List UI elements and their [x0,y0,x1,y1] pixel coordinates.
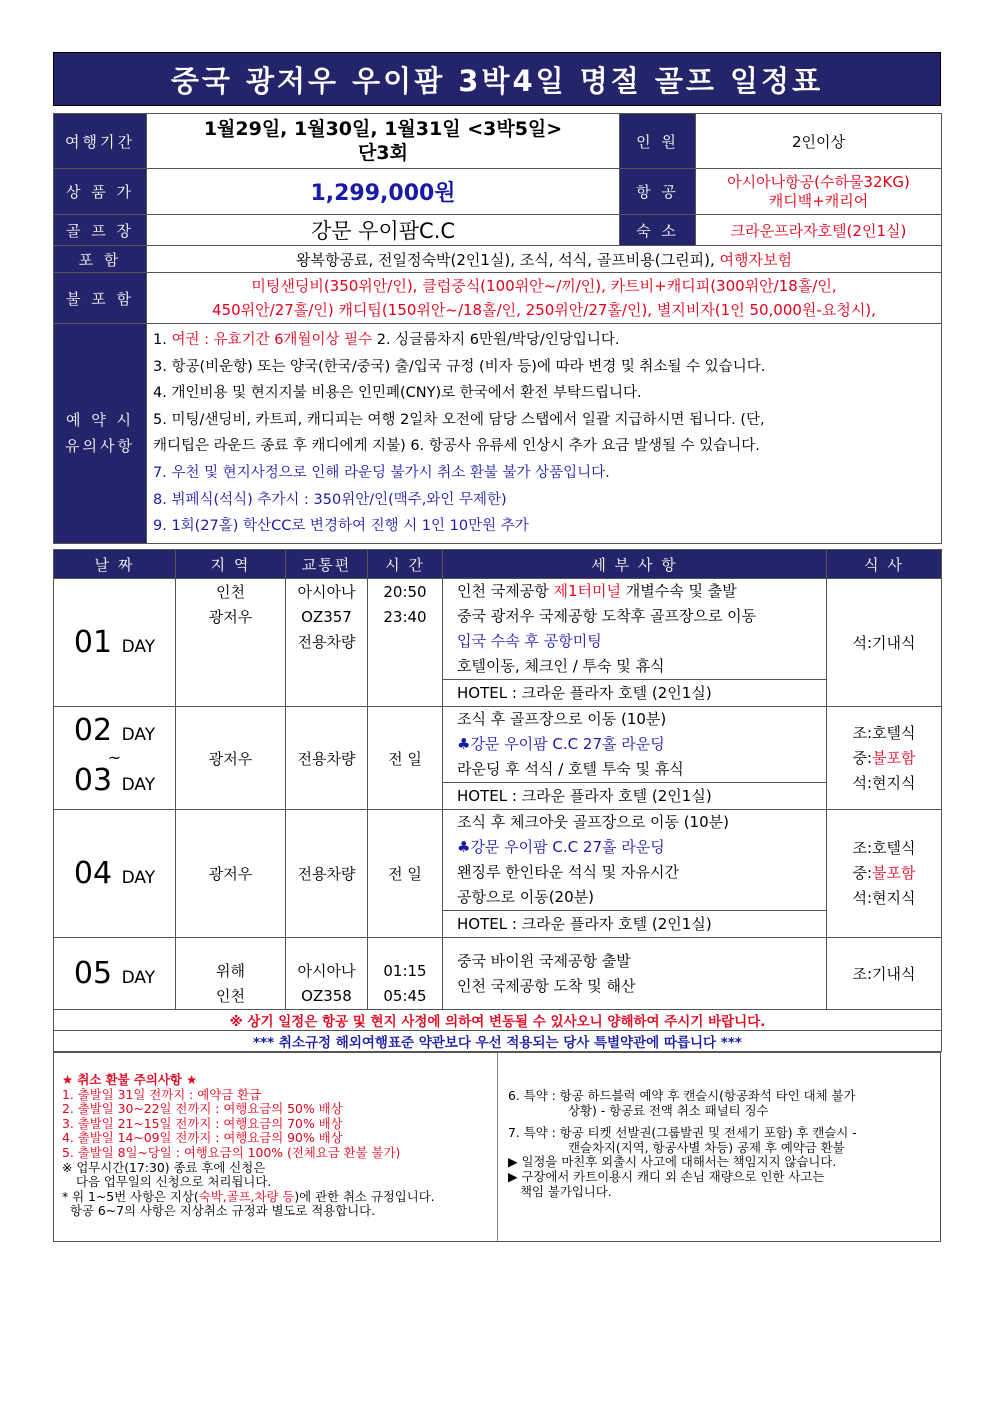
hotel-label: 숙 소 [620,215,696,246]
note-5b: 캐디팁은 라운드 종료 후 캐디에게 지불) 6. 항공사 유류세 인상시 추가 요금 발생될 수 있습니다. [153,438,760,455]
price-label: 상 품 가 [54,169,147,215]
business-hours-note-1: ※ 업무시간(17:30) 종료 후에 신청은 [62,1159,266,1175]
note-1-prefix: 1. [153,332,172,348]
include-value [147,246,942,273]
day-4-details [443,810,827,911]
exclude-line-1: 미팅샌딩비(350위안/인), 클럽중식(100위안~/끼/인), 카트비+캐디피(300위안/18홀/인, [251,277,837,295]
refund-term-1: 1. 출발일 31일 전까지 : 예약금 환급 [62,1086,262,1102]
day-1-time-1: 20:50 [383,583,427,601]
day-1-details [443,579,827,680]
day-2-lunch [827,746,941,771]
notes-label-line-2: 유의사항 [65,437,135,456]
notes-list [147,324,942,544]
cancellation-terms-box [53,1052,941,1242]
info-table [53,113,942,544]
note-9: 9. 1회(27홀) 학산CC로 변경하여 진행 시 1인 10만원 추가 [153,518,529,535]
page-title: 중국 광저우 우이팜 3박4일 명절 골프 일정표 [170,63,824,98]
refund-term-3: 3. 출발일 21~15일 전까지 : 여행요금의 70% 배상 [62,1115,343,1131]
note-1 [153,327,935,354]
special-term-6b: 상황) - 항공료 전액 취소 패널티 징수 [568,1102,769,1118]
day-1-transport-2: OZ357 [301,608,352,626]
period-count: 단3회 [358,142,408,164]
exclude-label: 불 포 함 [54,273,147,324]
airline-name: 아시아나항공(수하물32KG) [727,172,910,191]
period-dates: 1월29일, 1월30일, 1월31일 <3박5일> [203,118,563,140]
schedule-change-notice: ※ 상기 일정은 항공 및 현지 사정에 의하여 변동될 수 있사오니 양해하여 주시기 바랍니다. [54,1010,942,1031]
refund-term-4: 4. 출발일 14~09일 전까지 : 여행요금의 90% 배상 [62,1130,343,1146]
note-3: 3. 항공(비운항) 또는 양국(한국/중국) 출/입국 규정 (비자 등)에 따라 변경 및 취소될 수 있습니다. [153,358,766,375]
refund-terms-heading: ★ 취소 환불 주의사항 ★ [62,1072,198,1087]
ground-cancel-pre: * 위 1~5번 사항은 지상( [62,1188,199,1204]
special-term-6a: 6. 특약 : 항공 하드블럭 예약 후 캔슬시(항공좌석 타인 대체 불가 [508,1088,856,1103]
notes-label [54,324,147,544]
day-5-details [443,938,827,1010]
day-5-transport [286,938,368,1010]
day-1-region-2: 광저우 [208,608,253,626]
note-1-passport: 여권 : 유효기간 6개월이상 필수 [171,332,373,348]
day-2-word: DAY [121,725,156,745]
note-2-single: 2. 싱글룸차지 6만원/박당/인당입니다. [372,332,620,348]
day-5-region-2: 인천 [216,987,245,1005]
day-2-label [54,713,175,750]
day-2-meals [827,707,942,810]
day-2-region: 광저우 [176,707,286,810]
day-2-transport: 전용차량 [286,707,368,810]
col-details: 세 부 사 항 [443,550,827,579]
col-time: 시 간 [368,550,443,579]
note-7: 7. 우천 및 현지사정으로 인해 라운딩 불가시 취소 환불 불가 상품입니다. [153,464,610,481]
day-2-lunch-value: 불포함 [872,748,916,767]
day-1-detail-1 [457,579,812,604]
day-2-detail-3: 라운딩 후 석식 / 호텔 투숙 및 휴식 [457,760,684,778]
day-2-details [443,707,827,783]
period-label: 여행기간 [54,114,147,169]
day-4-word: DAY [121,868,156,888]
day-1-meal: 석:기내식 [827,579,942,707]
col-meals: 식 사 [827,550,942,579]
day-2-dinner: 석:현지식 [852,773,916,792]
include-label: 포 함 [54,246,147,273]
day-5-number: 05 [73,956,113,991]
day-1-hotel: HOTEL : 크라운 플라자 호텔 (2인1실) [443,680,827,707]
day-4-lunch [827,861,941,886]
day-1-transport-1: 아시아나 [297,583,356,601]
people-value: 2인이상 [696,114,942,169]
cart-accident-note-2: 책임 불가입니다. [520,1183,612,1199]
day-4-detail-3: 왠징루 한인타운 석식 및 자유시간 [457,863,679,881]
day-5-transport-2: OZ358 [301,987,352,1005]
day-1-time [368,579,443,707]
special-term-7a: 7. 특약 : 항공 티켓 선발권(그룹발권 및 전세기 포함) 후 캔슬시 - [508,1125,857,1141]
day-4-breakfast: 조:호텔식 [852,839,916,857]
include-insurance: 여행자보험 [714,250,792,269]
day-4-time: 전 일 [368,810,443,938]
refund-term-2: 2. 출발일 30~22일 전까지 : 여행요금의 50% 배상 [62,1101,343,1117]
day-1-detail-1-pre: 인천 국제공항 [457,582,554,600]
day-4-hotel: HOTEL : 크라운 플라자 호텔 (2인1실) [443,911,827,938]
day-4-transport: 전용차량 [286,810,368,938]
day-3-number: 03 [73,763,113,798]
ground-cancel-note-1 [62,1190,497,1205]
day-2-detail-2: ♣강문 우이팜 C.C 27홀 라운딩 [457,735,665,753]
day-1-time-2: 23:40 [383,608,427,626]
day-2-3-label [54,707,176,810]
col-date: 날 짜 [54,550,176,579]
day-1-region [176,579,286,707]
exclude-line-2: 450위안/27홀/인) 캐디팁(150위안~/18홀/인, 250위안/27홀/인), 별지비자(1인 50,000원-요청시), [212,301,876,319]
refund-term-5: 5. 출발일 8일~당일 : 여행요금의 100% (전체요금 환불 불가) [62,1144,401,1160]
refund-terms [54,1053,498,1241]
day-2-hotel: HOTEL : 크라운 플라자 호텔 (2인1실) [443,783,827,810]
day-5-detail-1: 중국 바이윈 국제공항 출발 [457,951,631,970]
airline-baggage: 캐디백+캐리어 [768,191,869,210]
page-title-bar [53,52,941,106]
schedule-table [53,549,942,1052]
period-value [147,114,620,169]
day-4-lunch-label: 중: [852,864,873,882]
day-2-detail-1: 조식 후 골프장으로 이동 (10분) [457,710,667,728]
day-4-region: 광저우 [176,810,286,938]
day-1-detail-2: 중국 광저우 국제공항 도착후 골프장으로 이동 [457,607,757,625]
hotel-value: 크라운프라자호텔(2인1실) [696,215,942,246]
outing-accident-note: ▶ 일정을 마친후 외출시 사고에 대해서는 책임지지 않습니다. [508,1154,837,1170]
day-1-detail-4: 호텔이동, 체크인 / 투숙 및 휴식 [457,657,665,675]
day-5-label [54,938,176,1010]
ground-cancel-note-2: 항공 6~7의 사항은 지상취소 규정과 별도로 적용합니다. [70,1203,376,1219]
cart-accident-note-1: ▶ 구장에서 카트이용시 캐디 외 손님 재량으로 인한 사고는 [508,1168,825,1184]
day-1-terminal: 제1터미널 [553,582,621,600]
special-terms [498,1053,940,1241]
ground-cancel-post: )에 관한 취소 규정입니다. [294,1188,435,1204]
day-4-detail-4: 공항으로 이동(20분) [457,888,594,906]
day-4-dinner: 석:현지식 [852,889,916,907]
people-label: 인 원 [620,114,696,169]
business-hours-note-2: 다음 업무일의 신청으로 처리됩니다. [76,1174,272,1190]
day-5-time-1: 01:15 [383,962,427,980]
day-5-detail-2: 인천 국제공항 도착 및 해산 [457,976,636,995]
include-text: 왕복항공료, 전일정숙박(2인1실), 조식, 석식, 골프비용(그린피), [296,250,715,269]
airline-label: 항 공 [620,169,696,215]
day-4-lunch-value: 불포함 [872,864,916,882]
day-1-word: DAY [121,637,156,657]
day-2-time: 전 일 [368,707,443,810]
day-5-meal: 조:기내식 [827,938,942,1010]
special-term-7b: 캔슬차지(지역, 항공사별 차등) 공제 후 예약금 환불 [568,1139,845,1155]
day-4-detail-1: 조식 후 체크아웃 골프장으로 이동 (10분) [457,813,729,831]
day-5-region [176,938,286,1010]
exclude-value [147,273,942,324]
day-5-transport-1: 아시아나 [297,962,356,980]
day-2-breakfast: 조:호텔식 [852,723,916,742]
day-1-transport-3: 전용차량 [297,633,356,651]
ground-cancel-items: 숙박,골프,차량 등 [198,1188,295,1204]
day-3-word: DAY [121,775,156,795]
day-5-word: DAY [121,968,156,988]
day-4-label [54,810,176,938]
golf-label: 골 프 장 [54,215,147,246]
airline-value [696,169,942,215]
day-5-time-2: 05:45 [383,987,427,1005]
price-value: 1,299,000원 [147,169,620,215]
day-4-number: 04 [73,856,113,891]
cancellation-policy-notice: *** 취소규정 해외여행표준 약관보다 우선 적용되는 당사 특별약관에 따릅니다 *** [54,1031,942,1052]
day-1-detail-1-post: 개별수속 및 출발 [621,582,737,600]
col-transport: 교통편 [286,550,368,579]
note-8: 8. 뷔페식(석식) 추가시 : 350위안/인(맥주,와인 무제한) [153,491,507,508]
day-2-lunch-label: 중: [852,748,873,767]
day-2-number: 02 [73,713,113,748]
day-1-label [54,579,176,707]
day-range-tilde: ~ [107,748,122,767]
note-5a: 5. 미팅/샌딩비, 카트피, 캐디피는 여행 2일차 오전에 담당 스탭에서 일괄 지급하시면 됩니다. (단, [153,411,765,428]
day-3-label [54,763,175,800]
day-1-region-1: 인천 [216,583,245,601]
notes-label-line-1: 예 약 시 [65,411,134,430]
day-4-detail-2: ♣강문 우이팜 C.C 27홀 라운딩 [457,838,665,856]
col-region: 지 역 [176,550,286,579]
day-5-region-1: 위해 [216,962,245,980]
day-1-transport [286,579,368,707]
day-1-detail-3: 입국 수속 후 공항미팅 [457,632,602,650]
day-5-time [368,938,443,1010]
note-4: 4. 개인비용 및 현지지불 비용은 인민폐(CNY)로 한국에서 환전 부탁드립니다. [153,385,642,402]
day-1-number: 01 [73,625,113,660]
golf-value: 강문 우이팜C.C [147,215,620,246]
day-4-meals [827,810,942,938]
